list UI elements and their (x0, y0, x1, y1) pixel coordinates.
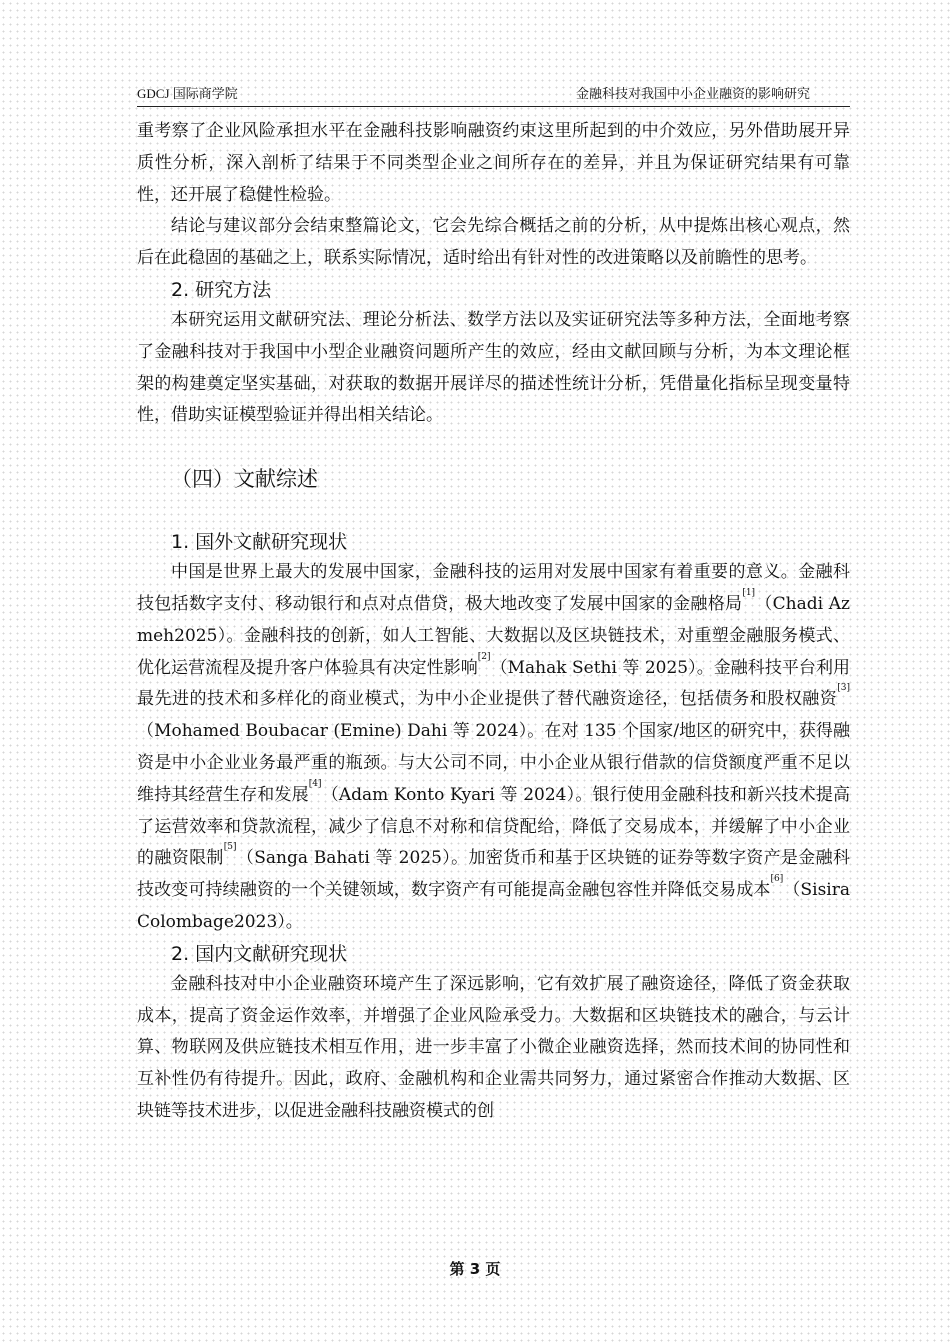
paragraph-foreign-literature (137, 557, 850, 939)
citation-ref: [5] (223, 842, 237, 853)
citation-ref: [3] (837, 683, 850, 694)
text-segment: （Mohamed Boubacar (Emine) Dahi 等 2024）。在对 135 个国家/地区的研究中，获得融资是中小企业业务最严重的瓶颈。与大公司不同，中小企业从银行借款的信贷额度严重不足以维持其经营生存和发展 (137, 721, 850, 805)
text-segment: 中国是世界上最大的发展中国家，金融科技的运用对发展中国家有着重要的意义。金融科技包括数字支付、移动银行和点对点借贷，极大地改变了发展中国家的金融格局 (137, 562, 850, 614)
page-body (137, 116, 850, 1128)
citation-ref: [4] (308, 778, 322, 789)
page-header (137, 84, 850, 107)
heading-research-method: 2. 研究方法 (171, 278, 272, 301)
paragraph-research-method: 本研究运用文献研究法、理论分析法、数学方法以及实证研究法等多种方法，全面地考察了金融科技对于我国中小型企业融资问题所产生的效应，经由文献回顾与分析，为本文理论框架的构建奠定坚实基础，对获取的数据开展详尽的描述性统计分析，凭借量化指标呈现变量特性，借助实证模型验证并得出相关结论。 (137, 309, 850, 426)
citation-ref: [6] (770, 874, 784, 885)
heading-literature-review: （四）文献综述 (171, 467, 318, 492)
text-segment: （Chadi Azmeh2025）。金融科技的创新，如人工智能、大数据以及区块链技术，对重塑金融服务模式、优化运营流程及提升客户体验具有决定性影响 (137, 593, 850, 678)
header-thesis-title: 金融科技对我国中小企业融资的影响研究 (575, 86, 810, 101)
citation-ref: [1] (742, 587, 756, 598)
page-number: 第 3 页 (449, 1260, 501, 1278)
text-segment: （Mahak Sethi 等 2025）。金融科技平台利用最先进的技术和多样化的商业模式，为中小企业提供了替代融资途径，包括债务和股权融资 (137, 657, 851, 710)
paragraph-conclusion-overview: 结论与建议部分会结束整篇论文，它会先综合概括之前的分析，从中提炼出核心观点，然后在此稳固的基础之上，联系实际情况，适时给出有针对性的改进策略以及前瞻性的思考。 (137, 216, 850, 269)
text-segment: （Sisira Colombage2023）。 (137, 880, 850, 932)
paragraph-continued: 重考察了企业风险承担水平在金融科技影响融资约束这里所起到的中介效应，另外借助展开异质性分析，深入剖析了结果于不同类型企业之间所存在的差异，并且为保证研究结果有可靠性，还开展了稳健性检验。 (137, 121, 850, 205)
text-segment: （Sanga Bahati 等 2025）。加密货币和基于区块链的证券等数字资产是金融科技改变可持续融资的一个关键领域，数字资产有可能提高金融包容性并降低交易成本 (137, 848, 851, 901)
citation-ref: [2] (477, 651, 491, 662)
header-institution: GDCJ 国际商学院 (137, 86, 238, 101)
heading-domestic-literature: 2. 国内文献研究现状 (171, 942, 348, 965)
heading-foreign-literature: 1. 国外文献研究现状 (171, 531, 348, 554)
text-segment: （Adam Konto Kyari 等 2024）。银行使用金融科技和新兴技术提高了运营效率和贷款流程，减少了信息不对称和信贷配给，降低了交易成本，并缓解了中小企业的融资限制 (137, 784, 851, 869)
paragraph-domestic-literature: 金融科技对中小企业融资环境产生了深远影响，它有效扩展了融资途径，降低了资金获取成本，提高了资金运作效率，并增强了企业风险承受力。大数据和区块链技术的融合，与云计算、物联网及供应链技术相互作用，进一步丰富了小微企业融资选择，然而技术间的协同性和互补性仍有待提升。因此，政府、金融机构和企业需共同努力，通过紧密合作推动大数据、区块链等技术进步，以促进金融科技融资模式的创 (137, 973, 850, 1121)
